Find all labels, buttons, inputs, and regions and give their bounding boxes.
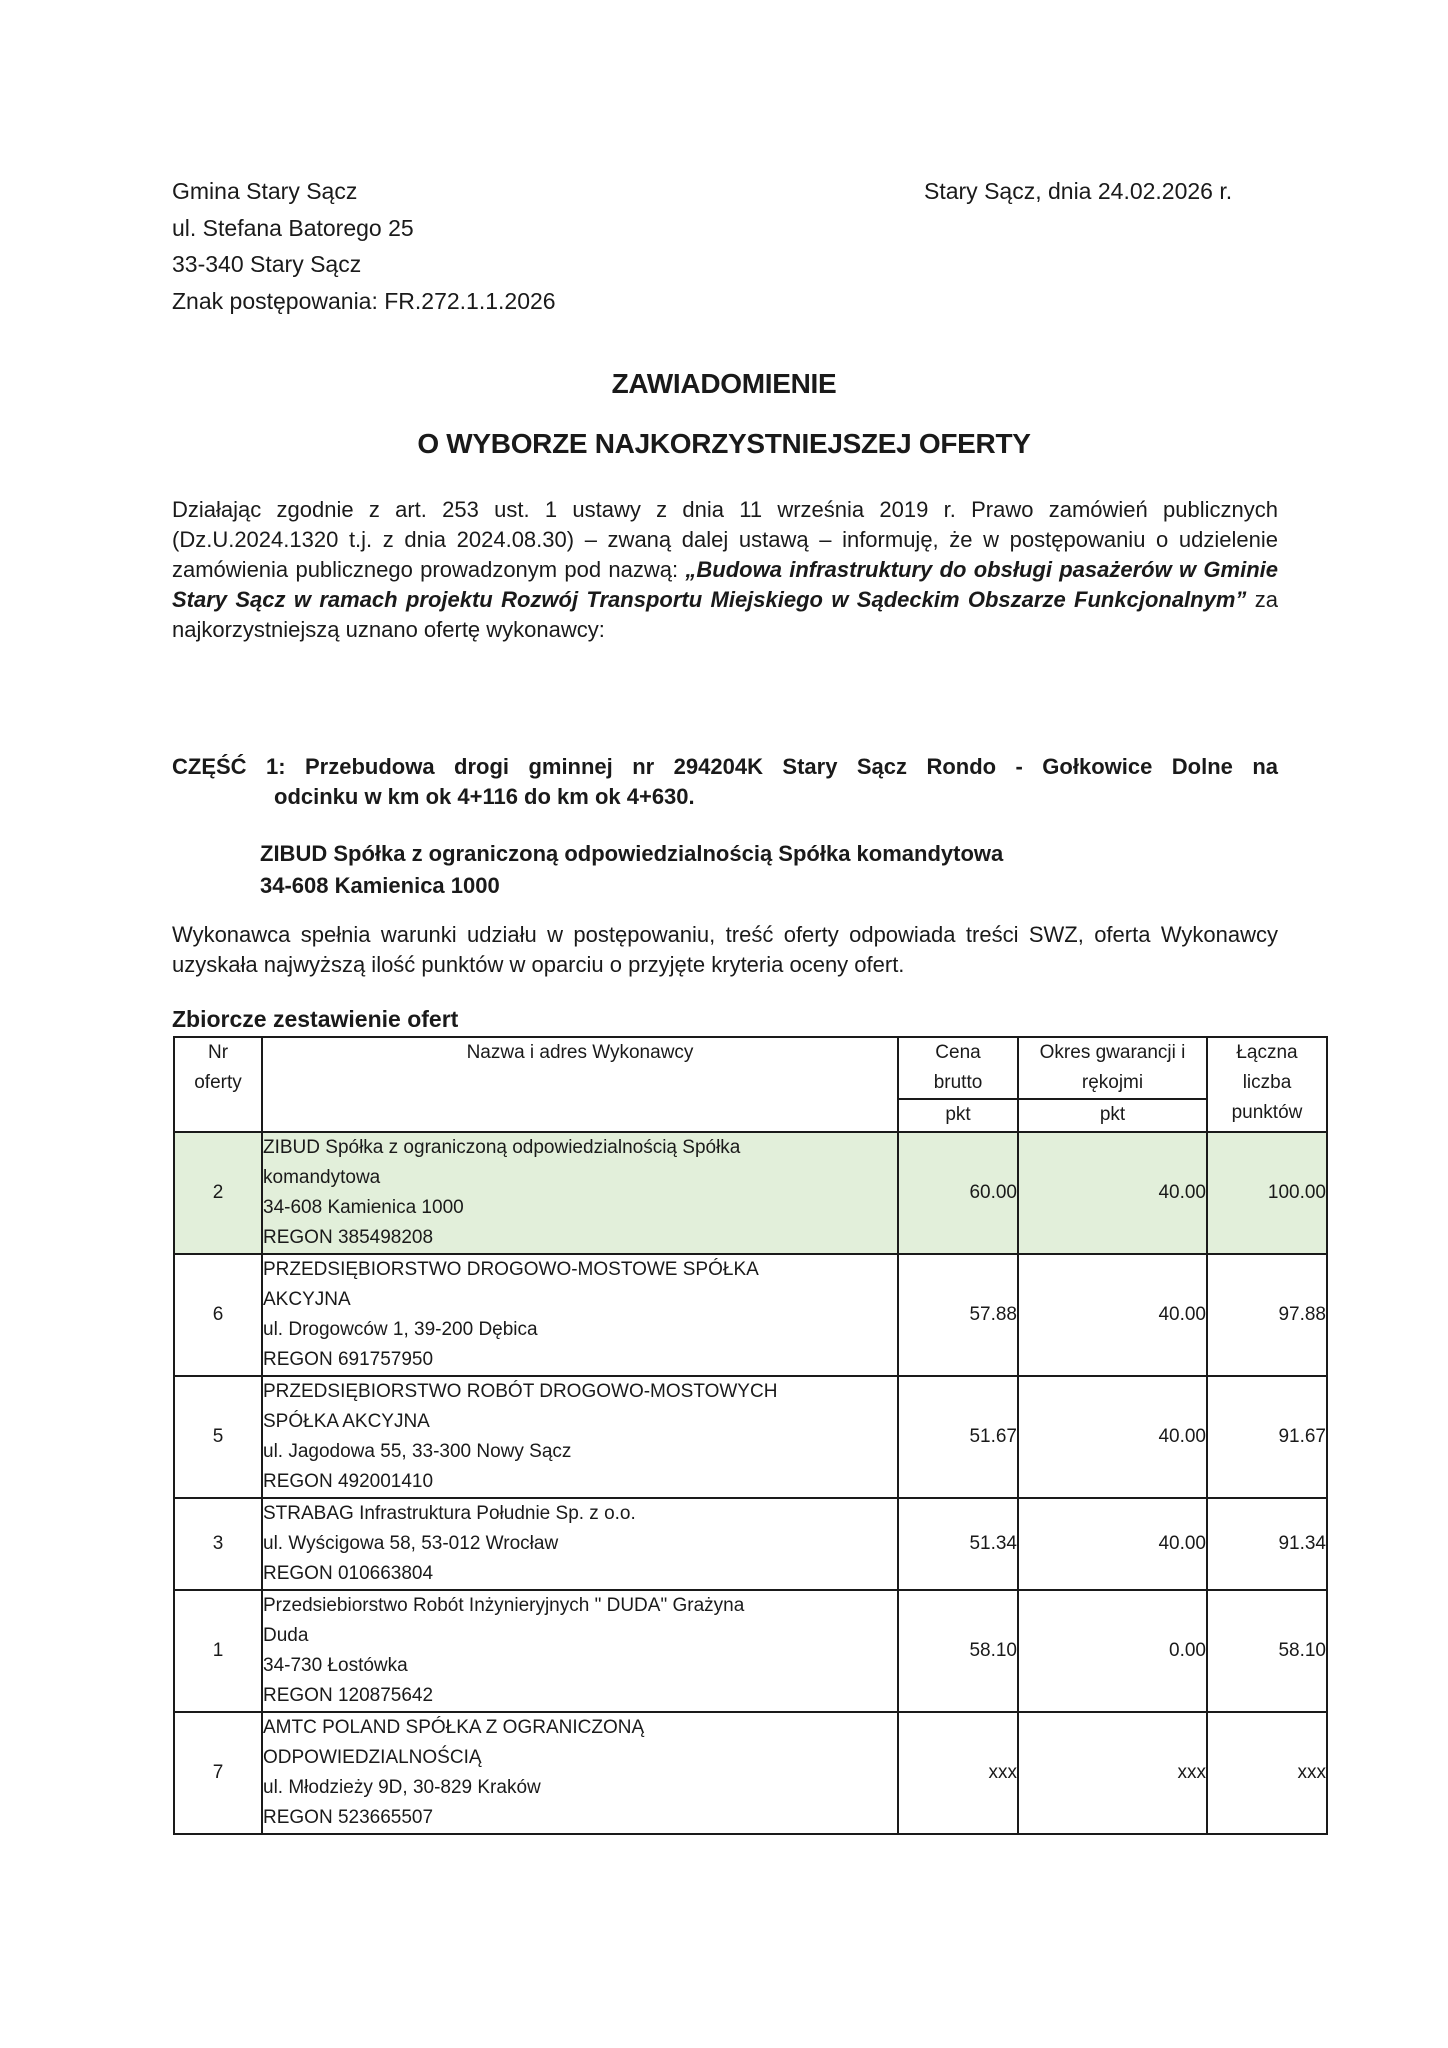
project-name: „Budowa infrastruktury do obsługi pasażerów w Gminie Stary Sącz w ramach projektu Rozwój Transportu Miejskiego w Sądeckim Obszarze Funkcjonalnym” — [172, 557, 1278, 612]
cell-contractor: Przedsiebiorstwo Robót Inżynieryjnych " DUDA" Grażyna Duda 34-730 Łostówka REGON 120875642 — [262, 1590, 898, 1712]
cell-contractor: PRZEDSIĘBIORSTWO DROGOWO-MOSTOWE SPÓŁKA AKCYJNA ul. Drogowców 1, 39-200 Dębica REGON 691757950 — [262, 1254, 898, 1376]
header-warranty-unit: pkt — [1018, 1099, 1207, 1132]
offers-table — [173, 1036, 1328, 1835]
header-contractor-name: Nazwa i adres Wykonawcy — [262, 1037, 898, 1132]
selected-contractor — [260, 838, 1003, 902]
cell-price-points: xxx — [898, 1712, 1018, 1834]
sender-name: Gmina Stary Sącz — [172, 178, 358, 204]
cell-contractor: AMTC POLAND SPÓŁKA Z OGRANICZONĄ ODPOWIEDZIALNOŚCIĄ ul. Młodzieży 9D, 30-829 Kraków REGON 523665507 — [262, 1712, 898, 1834]
cell-price-points: 57.88 — [898, 1254, 1018, 1376]
cell-offer-number: 1 — [174, 1590, 262, 1712]
cell-contractor: STRABAG Infrastruktura Południe Sp. z o.o. ul. Wyścigowa 58, 53-012 Wrocław REGON 010663804 — [262, 1498, 898, 1590]
cell-warranty-points: 40.00 — [1018, 1498, 1207, 1590]
winner-name: ZIBUD Spółka z ograniczoną odpowiedzialnością Spółka komandytowa — [260, 841, 1004, 866]
cell-total-points: 97.88 — [1207, 1254, 1327, 1376]
cell-warranty-points: xxx — [1018, 1712, 1207, 1834]
case-number: Znak postępowania: FR.272.1.1.2026 — [172, 287, 556, 314]
cell-contractor: ZIBUD Spółka z ograniczoną odpowiedzialnością Spółka komandytowa 34-608 Kamienica 1000 REGON 385498208 — [262, 1132, 898, 1254]
cell-total-points: xxx — [1207, 1712, 1327, 1834]
cell-warranty-points: 40.00 — [1018, 1376, 1207, 1498]
document-title: ZAWIADOMIENIE — [611, 368, 837, 399]
cell-price-points: 51.67 — [898, 1376, 1018, 1498]
cell-offer-number: 2 — [174, 1132, 262, 1254]
table-caption: Zbiorcze zestawienie ofert — [172, 1006, 459, 1032]
cell-warranty-points: 40.00 — [1018, 1132, 1207, 1254]
part-line-1: CZĘŚĆ 1: Przebudowa drogi gminnej nr 294204K Stary Sącz Rondo - Gołkowice Dolne na — [172, 754, 1278, 779]
intro-text-after: za najkorzystniejszą uznano ofertę wykonawcy: — [172, 587, 1278, 642]
header-offer-number: Nr oferty — [174, 1037, 262, 1132]
sender-city: 33-340 Stary Sącz — [172, 251, 362, 277]
cell-warranty-points: 0.00 — [1018, 1590, 1207, 1712]
cell-warranty-points: 40.00 — [1018, 1254, 1207, 1376]
cell-offer-number: 5 — [174, 1376, 262, 1498]
table-row — [174, 1712, 1327, 1834]
cell-total-points: 100.00 — [1207, 1132, 1327, 1254]
sender-street: ul. Stefana Batorego 25 — [172, 214, 414, 241]
cell-total-points: 91.67 — [1207, 1376, 1327, 1498]
contract-part-heading — [172, 752, 1278, 812]
intro-text-before: Działając zgodnie z art. 253 ust. 1 ustawy z dnia 11 września 2019 r. Prawo zamówień publicznych (Dz.U.2024.1320 t.j. z dnia 2024.08.30) – zwaną dalej ustawą – informuję, że w postępowaniu o udzielenie zamówienia publicznego prowadzonym pod nazwą: — [172, 497, 1278, 582]
cell-contractor: PRZEDSIĘBIORSTWO ROBÓT DROGOWO-MOSTOWYCH SPÓŁKA AKCYJNA ul. Jagodowa 55, 33-300 Nowy Sącz REGON 492001410 — [262, 1376, 898, 1498]
cell-offer-number: 3 — [174, 1498, 262, 1590]
sender-address-block — [172, 173, 556, 319]
table-row — [174, 1254, 1327, 1376]
cell-price-points: 58.10 — [898, 1590, 1018, 1712]
header-warranty: Okres gwarancji i rękojmi — [1018, 1037, 1207, 1099]
table-row — [174, 1590, 1327, 1712]
cell-offer-number: 7 — [174, 1712, 262, 1834]
table-row-selected-offer — [174, 1132, 1327, 1254]
document-subtitle: O WYBORZE NAJKORZYSTNIEJSZEJ OFERTY — [417, 428, 1031, 459]
cell-price-points: 60.00 — [898, 1132, 1018, 1254]
header-total-points: Łączna liczba punktów — [1207, 1037, 1327, 1132]
cell-total-points: 58.10 — [1207, 1590, 1327, 1712]
winner-address: 34-608 Kamienica 1000 — [260, 873, 500, 898]
header-price-unit: pkt — [898, 1099, 1018, 1132]
cell-offer-number: 6 — [174, 1254, 262, 1376]
part-line-2: odcinku w km ok 4+116 do km ok 4+630. — [274, 784, 695, 809]
table-row — [174, 1376, 1327, 1498]
justification-paragraph: Wykonawca spełnia warunki udziału w postępowaniu, treść oferty odpowiada treści SWZ, oferta Wykonawcy uzyskała najwyższą ilość punktów w oparciu o przyjęte kryteria oceny ofert. — [172, 922, 1278, 977]
intro-paragraph — [172, 495, 1278, 645]
cell-total-points: 91.34 — [1207, 1498, 1327, 1590]
cell-price-points: 51.34 — [898, 1498, 1018, 1590]
table-row — [174, 1498, 1327, 1590]
header-price: Cena brutto — [898, 1037, 1018, 1099]
place-and-date: Stary Sącz, dnia 24.02.2026 r. — [924, 178, 1233, 204]
